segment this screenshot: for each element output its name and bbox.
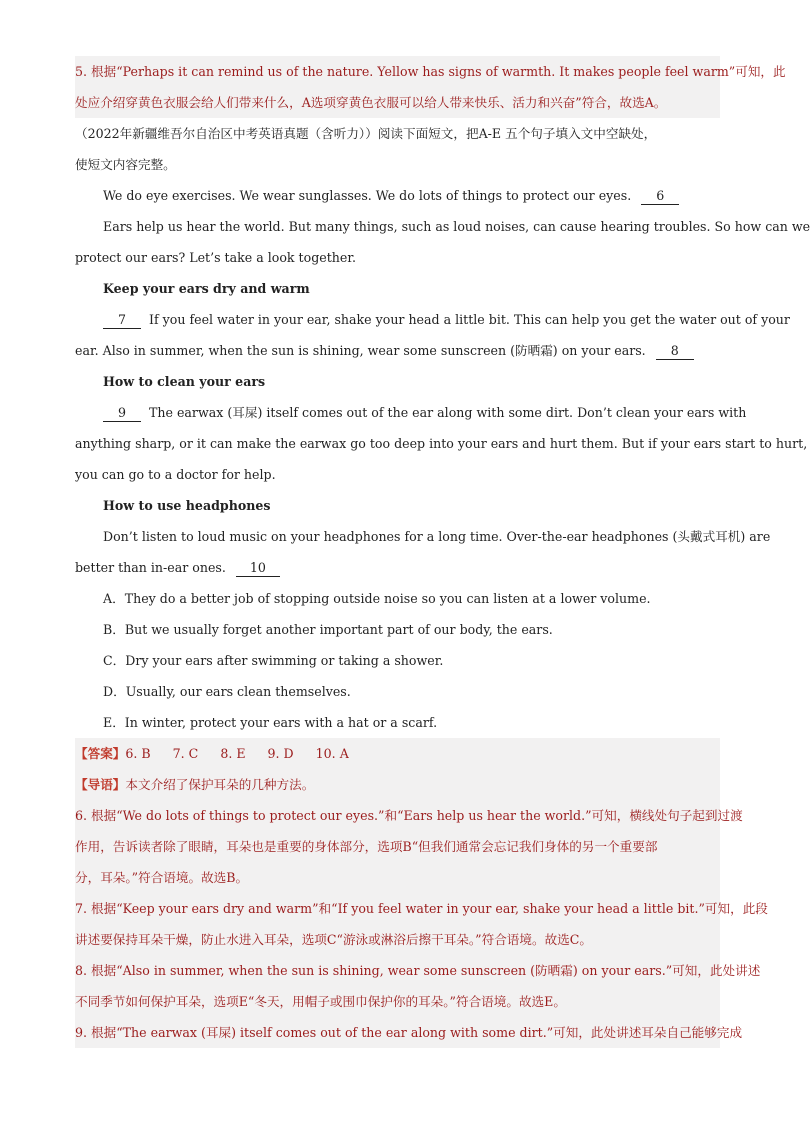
blank-6: 6 [641, 188, 679, 205]
guide-line [75, 769, 720, 800]
paragraph-1 [75, 180, 720, 211]
paragraph-4-line-3: you can go to a doctor for help. [75, 467, 276, 482]
paragraph-3-line-2 [75, 335, 720, 366]
answer-item: 6. B [125, 746, 151, 761]
paragraph-4-text-1: The earwax (耳屎) itself comes out of the ear along with some dirt. Don’t clean your ears with [149, 405, 747, 420]
question-intro [75, 118, 720, 180]
explanation-6-line-3: 分，耳朵。”符合语境。故选B。 [75, 870, 249, 885]
explanation-6-line-1: 6. 根据“We do lots of things to protect our eyes.”和“Ears help us hear the world.”可知，横线处句子起到过渡 [75, 808, 743, 823]
paragraph-5 [75, 521, 771, 583]
option-e: E．In winter, protect your ears with a hat or a scarf. [103, 715, 438, 730]
paragraph-1-text: We do eye exercises. We wear sunglasses. We do lots of things to protect our eyes. [103, 188, 632, 203]
paragraph-4-line-1 [75, 397, 747, 428]
heading-clean-ears: How to clean your ears [103, 374, 266, 389]
explanation-8-line-2: 不同季节如何保护耳朵，选项E“冬天，用帽子或围巾保护你的耳朵。”符合语境。故选E。 [75, 994, 566, 1009]
blank-8: 8 [656, 343, 694, 360]
intro-line-1: （2022年新疆维吾尔自治区中考英语真题（含听力））阅读下面短文，把A-E 五个句子填入文中空缺处， [75, 126, 657, 141]
blank-10: 10 [236, 560, 280, 577]
explanation-7-line-1: 7. 根据“Keep your ears dry and warm”和“If you feel water in your ear, shake your head a little bit.”可知，此段 [75, 901, 768, 916]
paragraph-5-text-2: better than in-ear ones. [75, 560, 226, 575]
answer-section [75, 738, 768, 1048]
paragraph-5-line-1: Don’t listen to loud music on your headphones for a long time. Over-the-ear headphones (头戴式耳机) are [103, 529, 771, 544]
option-d: D．Usually, our ears clean themselves. [103, 684, 351, 699]
option-c: C．Dry your ears after swimming or taking a shower. [103, 653, 444, 668]
paragraph-4-line-2: anything sharp, or it can make the earwax go too deep into your ears and hurt them. But if your ears start to hurt, [75, 436, 808, 451]
paragraph-3-text-2: ear. Also in summer, when the sun is shining, wear some sunscreen (防晒霜) on your ears. [75, 343, 646, 358]
heading-dry-warm: Keep your ears dry and warm [103, 281, 310, 296]
answer-item: 9. D [267, 746, 294, 761]
explanation-7-line-2: 讲述要保持耳朵干燥，防止水进入耳朵，选项C“游泳或淋浴后擦干耳朵。”符合语境。故选C。 [75, 932, 593, 947]
explanation-8-line-1: 8. 根据“Also in summer, when the sun is shining, wear some sunscreen (防晒霜) on your ears.”可知，此处讲述 [75, 963, 761, 978]
paragraph-3 [75, 304, 790, 366]
q5-line-2: 处应介绍穿黄色衣服会给人们带来什么，A选项穿黄色衣服可以给人带来快乐、活力和兴奋”符合，故选A。 [75, 95, 667, 110]
paragraph-5-line-2 [75, 552, 720, 583]
option-b: B．But we usually forget another important part of our body, the ears. [103, 622, 553, 637]
paragraph-3-text-1: If you feel water in your ear, shake your head a little bit. This can help you get the water out of your [149, 312, 790, 327]
q5-line-1: 5. 根据“Perhaps it can remind us of the nature. Yellow has signs of warmth. It makes people feel warm”可知，此 [75, 64, 786, 79]
answer-item: 8. E [220, 746, 246, 761]
q5-explanation [75, 56, 786, 118]
guide-text: 本文介绍了保护耳朵的几种方法。 [125, 777, 315, 792]
answer-item: 7. C [172, 746, 199, 761]
paragraph-4 [75, 397, 808, 490]
paragraph-2 [75, 211, 810, 273]
guide-label: 【导语】 [75, 777, 126, 792]
document-page [75, 56, 810, 1048]
paragraph-2-line-1: Ears help us hear the world. But many things, such as loud noises, can cause hearing troubles. So how can we [103, 219, 810, 234]
option-a: A．They do a better job of stopping outside noise so you can listen at a lower volume. [103, 591, 651, 606]
intro-line-2: 使短文内容完整。 [75, 157, 176, 172]
answer-item: 10. A [315, 746, 349, 761]
options-list [75, 583, 720, 738]
explanation-9-line-1: 9. 根据“The earwax (耳屎) itself comes out of the ear along with some dirt.”可知，此处讲述耳朵自己能够完成 [75, 1025, 743, 1040]
paragraph-3-line-1 [75, 304, 790, 335]
answer-label: 【答案】 [75, 746, 126, 761]
blank-7: 7 [103, 312, 141, 329]
heading-headphones: How to use headphones [103, 498, 271, 513]
answer-line [75, 738, 720, 769]
blank-9: 9 [103, 405, 141, 422]
explanation-6-line-2: 作用，告诉读者除了眼睛，耳朵也是重要的身体部分，选项B“但我们通常会忘记我们身体的另一个重要部 [75, 839, 658, 854]
paragraph-2-line-2: protect our ears? Let’s take a look together. [75, 250, 356, 265]
